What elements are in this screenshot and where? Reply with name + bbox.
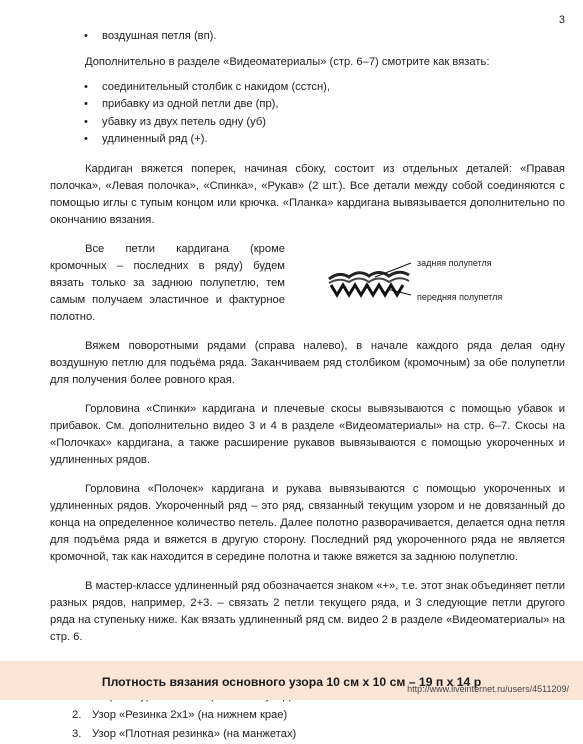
list-item: 2. Узор «Резинка 2х1» (на нижнем крае) <box>72 708 288 721</box>
bullet-list-stitches <box>50 28 565 46</box>
paragraph-back-loop: Все петли кардигана (кроме кромочных – последних в ряду) будем вязать только за заднюю полупетлю, тем самым получаем эластичное и фактурное полотно. <box>50 242 285 323</box>
gauge-text: Плотность вязания основного узора 10 см х 10 см – 19 п х 14 р <box>101 675 482 689</box>
document-body <box>50 28 565 744</box>
list-item: • воздушная петля (вп). <box>102 28 565 46</box>
label-front-half-loop: передняя полупетля <box>417 291 503 302</box>
paragraph-extended-row: В мастер-классе удлиненный ряд обозначается знаком «+», т.е. этот знак объединяет петли разных рядов, например, 2+3. – связать 2 петли текущего ряда, и 3 следующие петли другого ряда на ступеньку ниже. Как вязать удлиненный ряд см. видео 2 в разделе «Видеоматериалы» на стр. 6. <box>50 579 565 643</box>
loop-section <box>50 241 565 326</box>
list-item: • удлиненный ряд (+). <box>102 131 565 149</box>
label-back-half-loop: задняя полупетля <box>417 257 492 268</box>
paragraph-neckline-back: Горловина «Спинки» кардигана и плечевые скосы вывязываются с помощью убавок и прибавок. См. дополнительно видео 3 и 4 в разделе «Видеоматериалы» на стр. 6–7. Скосы на «Полочках» кардигана, а также расширение рукавов вывязываются с помощью укороченных и удлиненных рядов. <box>50 402 565 466</box>
paragraph-construction: Кардиган вяжется поперек, начиная сбоку, состоит из отдельных деталей: «Правая полочка», «Левая полочка», «Спинка», «Рукав» (2 шт.). Все детали между собой соединяются с помощью иглы с тупым концом или крючка. «Планка» кардигана вывязывается дополнительно по окончанию вязания. <box>50 162 565 226</box>
page-number: 3 <box>558 14 565 26</box>
list-item: • соединительный столбик с накидом (сстсн), <box>102 79 565 97</box>
list-item: 3. Узор «Плотная резинка» (на манжетах) <box>72 727 297 740</box>
watermark-url: http://www.liveinternet.ru/users/4511209/ <box>407 684 569 694</box>
gauge-banner <box>0 661 583 700</box>
paragraph-intro: Дополнительно в разделе «Видеоматериалы» (стр. 6–7) смотрите как вязать: <box>85 55 490 68</box>
crochet-stitch-illustration <box>325 255 425 305</box>
half-loop-diagram <box>325 255 545 305</box>
paragraph-rows: Вяжем поворотными рядами (справа налево), в начале каждого ряда делая одну воздушную петлю для подъёма ряда. Заканчиваем ряд столбиком (кромочным) за обе полупетли для получения более ровного края. <box>50 339 565 386</box>
paragraph-short-rows: Горловина «Полочек» кардигана и рукава вывязываются с помощью укороченных и удлиненных рядов. Укороченный ряд – это ряд, связанный текущим узором и не довязанный до конца на определенное количество петель. Далее полотно разворачивается, делается одна петля для подъёма ряда и вяжется в другую сторону. Последний ряд укороченного ряда не является кромочной, так как находится в середине полотна и также вяжется за заднюю полупетлю. <box>50 482 565 563</box>
list-item: • прибавку из одной петли две (пр), <box>102 96 565 114</box>
list-item: • убавку из двух петель одну (уб) <box>102 114 565 132</box>
bullet-list-techniques <box>50 79 565 149</box>
